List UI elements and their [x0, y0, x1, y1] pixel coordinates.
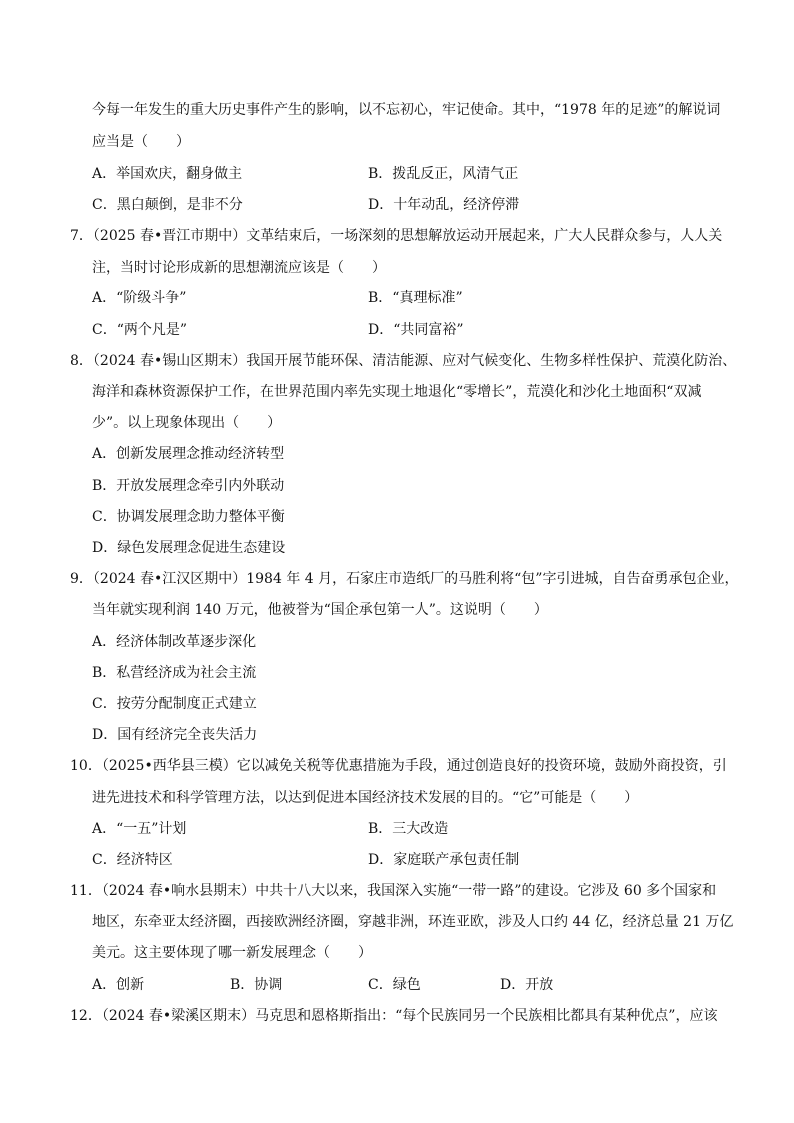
q7-stem-line2: 注，当时讨论形成新的思想潮流应该是（ ） — [92, 260, 386, 276]
q8-stem-line3: 少”。以上现象体现出（ ） — [92, 415, 282, 431]
q9-option-a[interactable]: A．经济体制改革逐步深化 — [92, 634, 257, 650]
q8-option-c[interactable]: C．协调发展理念助力整体平衡 — [92, 509, 285, 525]
q9-stem-line1: 9．（2024 春•江汉区期中）1984 年 4 月，石家庄市造纸厂的马胜利将“包”字引进城，自告奋勇承包企业， — [70, 571, 739, 587]
q6-stem-line1: 今每一年发生的重大历史事件产生的影响，以不忘初心，牢记使命。其中，“1978 年的足迹”的解说词 — [92, 102, 721, 118]
q8-option-d[interactable]: D．绿色发展理念促进生态建设 — [92, 540, 286, 556]
q10-option-b[interactable]: B．三大改造 — [368, 821, 449, 837]
q7-option-a[interactable]: A．“阶级斗争” — [92, 290, 187, 306]
q6-stem-line2: 应当是（ ） — [92, 134, 190, 150]
q10-stem-line2: 进先进技术和科学管理方法，以达到促进本国经济技术发展的目的。“它”可能是（ ） — [92, 790, 639, 806]
q11-option-b[interactable]: B．协调 — [230, 977, 283, 993]
q9-option-b[interactable]: B．私营经济成为社会主流 — [92, 665, 257, 681]
q6-option-a[interactable]: A．举国欢庆，翻身做主 — [92, 166, 243, 182]
q10-option-c[interactable]: C．经济特区 — [92, 852, 173, 868]
q6-option-c[interactable]: C．黑白颠倒，是非不分 — [92, 197, 243, 213]
q12-stem-line1: 12．（2024 春•梁溪区期末）马克思和恩格斯指出：“每个民族同另一个民族相比都具有某种优点”，应该 — [70, 1008, 718, 1024]
q7-option-c[interactable]: C．“两个凡是” — [92, 322, 188, 338]
q6-option-b[interactable]: B．拨乱反正，风清气正 — [368, 166, 519, 182]
q6-option-d[interactable]: D．十年动乱，经济停滞 — [368, 197, 520, 213]
q9-option-d[interactable]: D．国有经济完全丧失活力 — [92, 727, 258, 743]
q7-option-b[interactable]: B．“真理标准” — [368, 290, 463, 306]
q7-option-d[interactable]: D．“共同富裕” — [368, 322, 464, 338]
q11-stem-line2: 地区，东牵亚太经济圈，西接欧洲经济圈，穿越非洲，环连亚欧，涉及人口约 44 亿，经济总量 21 万亿 — [92, 914, 734, 930]
q8-stem-line2: 海洋和森林资源保护工作，在世界范围内率先实现土地退化“零增长”，荒漠化和沙化土地面积“双减 — [92, 384, 702, 400]
q8-stem-line1: 8．（2024 春•锡山区期末）我国开展节能环保、清洁能源、应对气候变化、生物多样性保护、荒漠化防治、 — [70, 353, 737, 369]
q8-option-b[interactable]: B．开放发展理念牵引内外联动 — [92, 478, 285, 494]
q7-stem-line1: 7．（2025 春•晋江市期中）文革结束后，一场深刻的思想解放运动开展起来，广大人民群众参与，人人关 — [70, 228, 723, 244]
q11-option-a[interactable]: A．创新 — [92, 977, 145, 993]
q11-option-c[interactable]: C．绿色 — [368, 977, 421, 993]
q11-stem-line3: 美元。这主要体现了哪一新发展理念（ ） — [92, 945, 372, 961]
q9-stem-line2: 当年就实现利润 140 万元，他被誉为“国企承包第一人”。这说明（ ） — [92, 602, 548, 618]
q10-option-a[interactable]: A．“一五”计划 — [92, 821, 187, 837]
q9-option-c[interactable]: C．按劳分配制度正式建立 — [92, 696, 257, 712]
q10-stem-line1: 10．（2025•西华县三模）它以减免关税等优惠措施为手段，通过创造良好的投资环境，鼓励外商投资，引 — [70, 758, 727, 774]
q11-stem-line1: 11．（2024 春•响水县期末）中共十八大以来，我国深入实施“一带一路”的建设。它涉及 60 多个国家和 — [70, 883, 717, 899]
q8-option-a[interactable]: A．创新发展理念推动经济转型 — [92, 446, 285, 462]
q11-option-d[interactable]: D．开放 — [500, 977, 554, 993]
q10-option-d[interactable]: D．家庭联产承包责任制 — [368, 852, 520, 868]
